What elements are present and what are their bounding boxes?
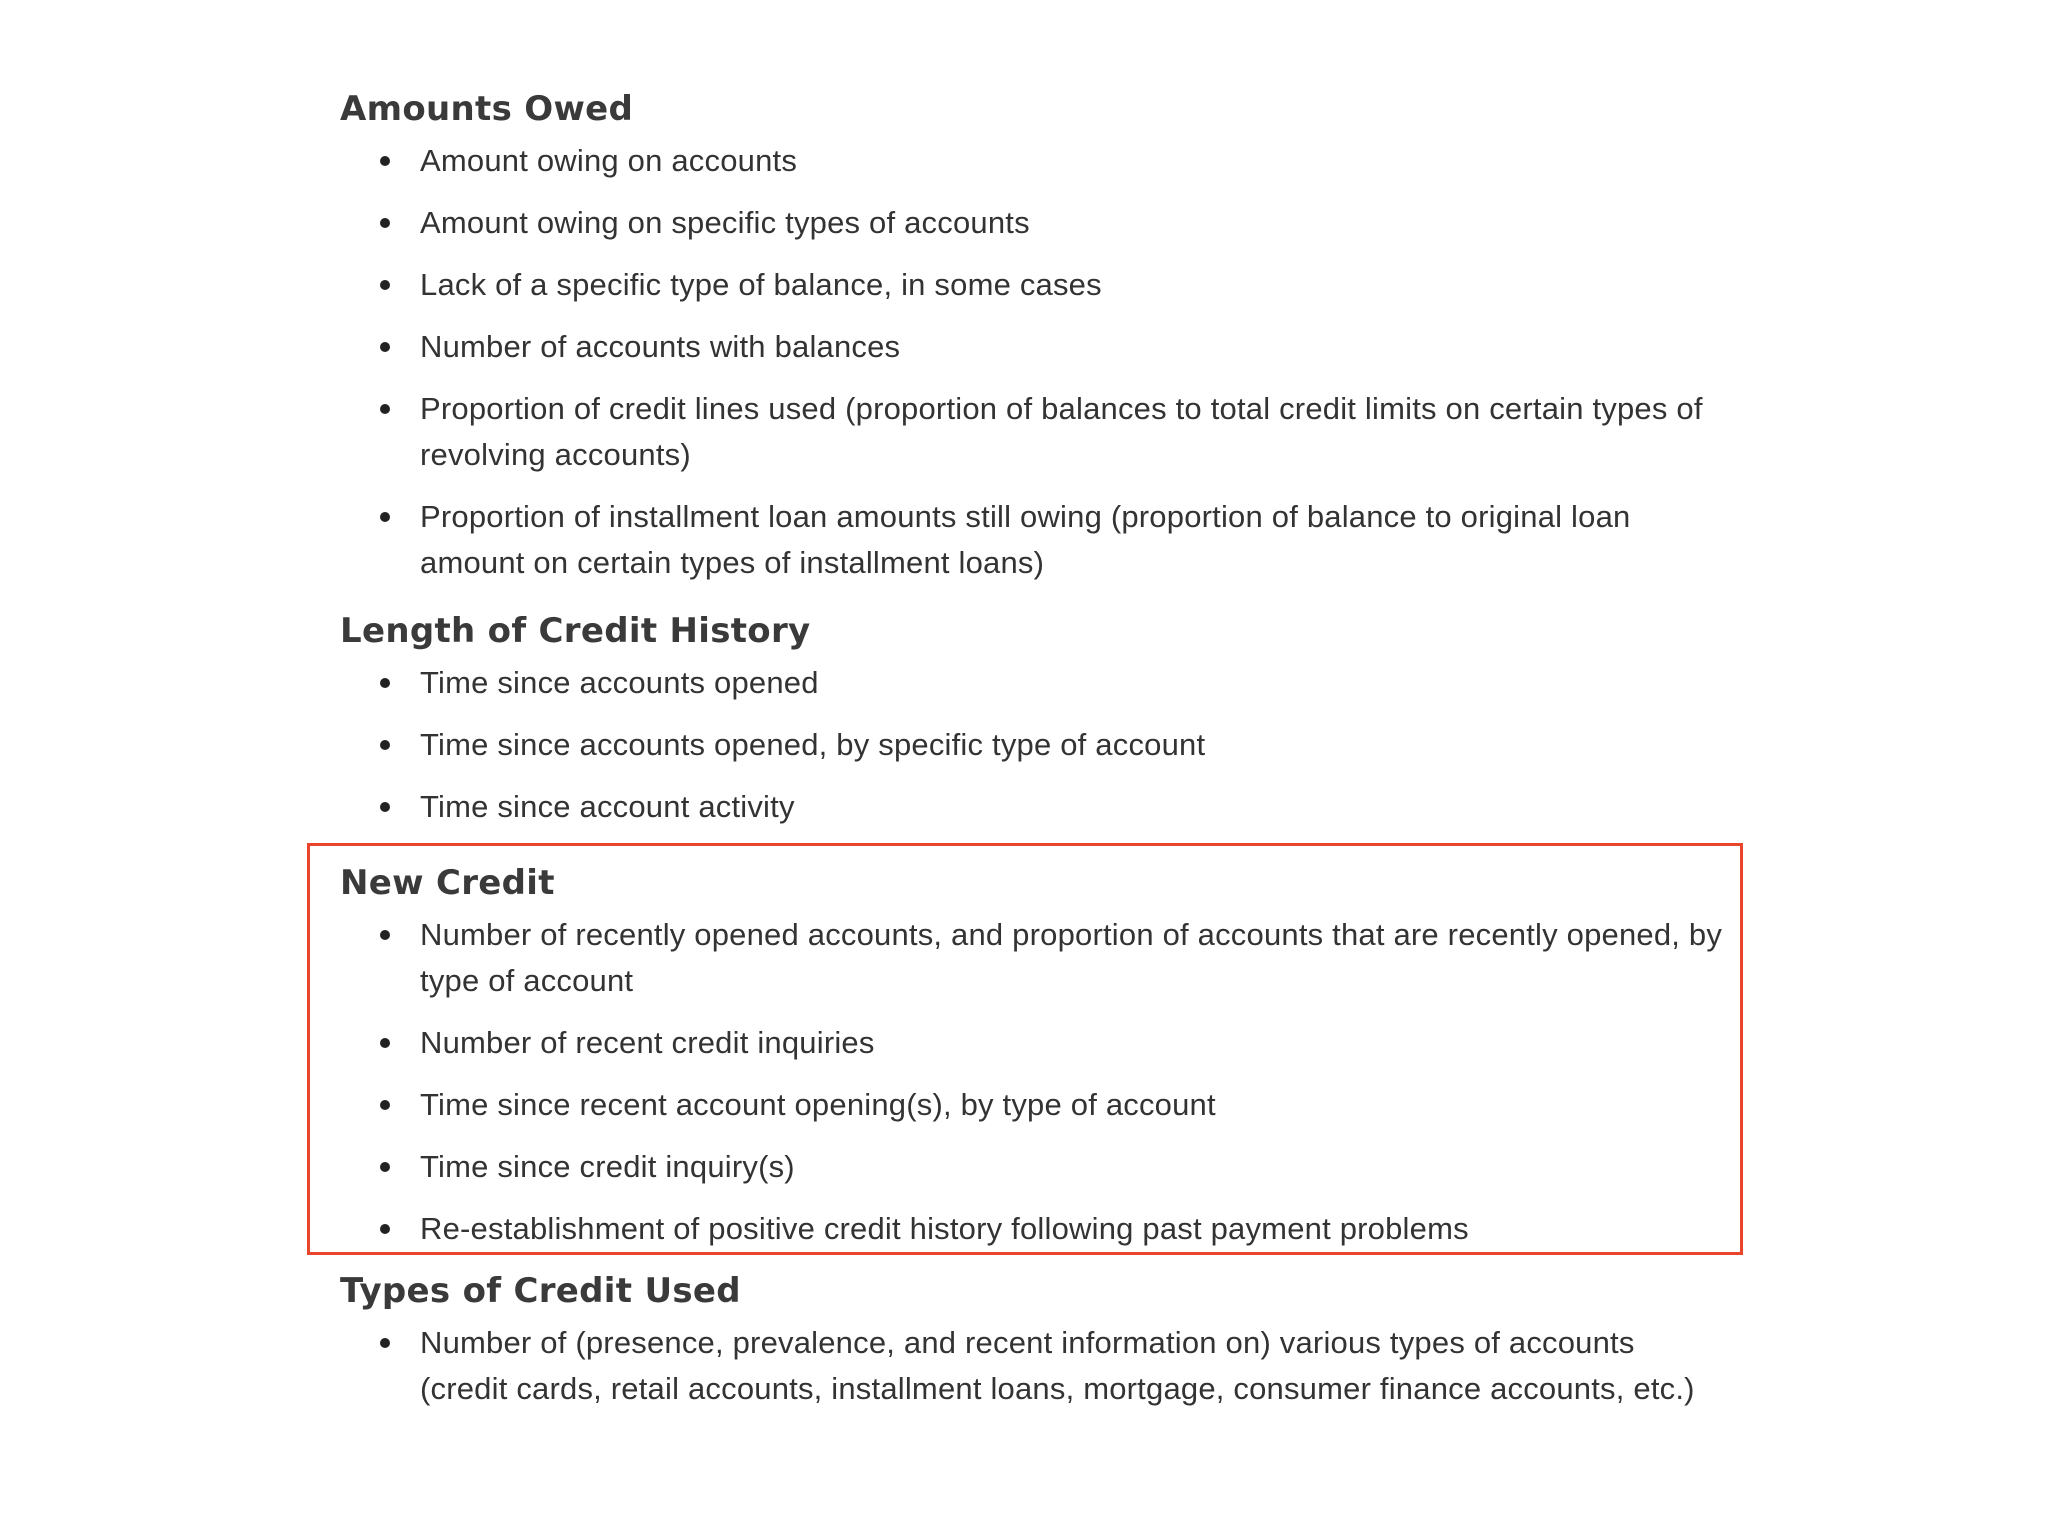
list-item: [340, 1082, 1740, 1128]
section-heading: Length of Credit History: [340, 611, 811, 651]
bullet-icon: [380, 218, 390, 228]
bullet-icon: [380, 342, 390, 352]
section-heading: New Credit: [340, 863, 555, 903]
list-item: [340, 138, 1730, 184]
section-types-of-credit-used: [340, 1262, 1730, 1412]
section-length-of-credit-history: [340, 602, 1730, 830]
list-item: [340, 660, 1730, 706]
bullet-list: [340, 912, 1740, 1252]
list-item-text: Time since accounts opened, by specific type of account: [420, 727, 1206, 762]
list-item-text: Amount owing on specific types of accounts: [420, 205, 1030, 240]
list-item-text: Amount owing on accounts: [420, 143, 798, 178]
list-item: [340, 1020, 1740, 1066]
list-item: [340, 386, 1730, 478]
list-item: [340, 722, 1730, 768]
list-item: [340, 262, 1730, 308]
list-item-text: Time since account activity: [420, 789, 795, 824]
section-heading: Types of Credit Used: [340, 1271, 741, 1311]
bullet-icon: [380, 802, 390, 812]
list-item: [340, 1144, 1740, 1190]
credit-factors-document: [340, 80, 1730, 1428]
bullet-icon: [380, 512, 390, 522]
bullet-icon: [380, 404, 390, 414]
list-item: [340, 494, 1730, 586]
bullet-list: [340, 660, 1730, 830]
bullet-icon: [380, 1100, 390, 1110]
bullet-icon: [380, 1162, 390, 1172]
bullet-icon: [380, 740, 390, 750]
list-item-text: Time since credit inquiry(s): [420, 1149, 795, 1184]
list-item: [340, 200, 1730, 246]
list-item-text: Re-establishment of positive credit history following past payment problems: [420, 1211, 1469, 1246]
section-new-credit-highlight-box: [310, 846, 1740, 1252]
bullet-list: [340, 1320, 1730, 1412]
list-item-text: Proportion of credit lines used (proportion of balances to total credit limits on certain types of revolving accounts): [420, 391, 1703, 472]
bullet-icon: [380, 280, 390, 290]
list-item: [340, 324, 1730, 370]
bullet-icon: [380, 1224, 390, 1234]
bullet-list: [340, 138, 1730, 586]
list-item: [340, 912, 1740, 1004]
bullet-icon: [380, 1338, 390, 1348]
list-item: [340, 1206, 1740, 1252]
list-item: [340, 784, 1730, 830]
bullet-icon: [380, 156, 390, 166]
bullet-icon: [380, 930, 390, 940]
list-item: [340, 1320, 1730, 1412]
list-item-text: Proportion of installment loan amounts still owing (proportion of balance to original loan amount on certain types of installment loans): [420, 499, 1631, 580]
list-item-text: Number of accounts with balances: [420, 329, 901, 364]
bullet-icon: [380, 678, 390, 688]
list-item-text: Number of (presence, prevalence, and recent information on) various types of accounts (credit cards, retail accounts, installment loans, mortgage, consumer finance accounts, etc.): [420, 1325, 1695, 1406]
list-item-text: Number of recently opened accounts, and proportion of accounts that are recently opened, by type of account: [420, 917, 1723, 998]
section-heading: Amounts Owed: [340, 89, 634, 129]
list-item-text: Time since recent account opening(s), by type of account: [420, 1087, 1216, 1122]
section-amounts-owed: [340, 80, 1730, 586]
list-item-text: Time since accounts opened: [420, 665, 819, 700]
list-item-text: Lack of a specific type of balance, in some cases: [420, 267, 1102, 302]
list-item-text: Number of recent credit inquiries: [420, 1025, 875, 1060]
bullet-icon: [380, 1038, 390, 1048]
